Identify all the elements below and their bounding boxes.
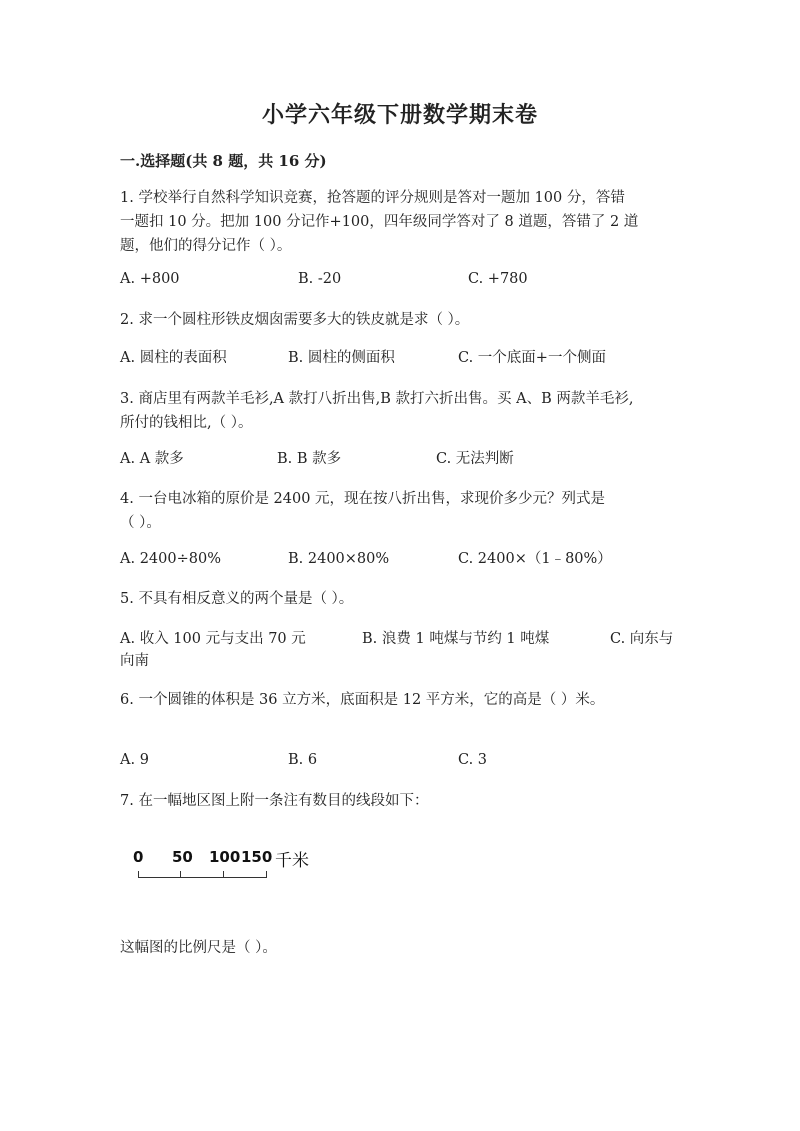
scale-bar-figure xyxy=(133,848,333,888)
option-c: C. 向东与 xyxy=(610,631,674,647)
option-a: A. 2400÷80% xyxy=(120,551,221,567)
question-3-line-2: 所付的钱相比,（ ）。 xyxy=(120,415,253,431)
scale-label-150: 150 xyxy=(241,848,273,866)
option-a: A. 圆柱的表面积 xyxy=(120,350,227,366)
option-c-continued: 向南 xyxy=(120,653,149,669)
scale-line xyxy=(138,877,267,878)
option-a: A. +800 xyxy=(120,271,180,287)
section-heading: 一.选择题(共 8 题，共 16 分) xyxy=(120,152,327,170)
option-c: C. 无法判断 xyxy=(436,451,514,467)
question-4 xyxy=(120,487,680,535)
question-5 xyxy=(120,587,680,611)
option-b: B. 圆柱的侧面积 xyxy=(288,350,395,366)
question-4-line-2: （ ）。 xyxy=(120,515,161,531)
option-a: A. 收入 100 元与支出 70 元 xyxy=(120,631,306,647)
question-5-options xyxy=(120,628,690,672)
scale-tick xyxy=(266,871,267,878)
question-7-line-1: 7. 在一幅地区图上附一条注有数目的线段如下： xyxy=(120,793,429,809)
question-7-followup: 这幅图的比例尺是（ ）。 xyxy=(120,940,277,956)
scale-tick xyxy=(223,871,224,878)
question-7 xyxy=(120,789,680,813)
option-a: A. 9 xyxy=(120,752,149,768)
option-b: B. 2400×80% xyxy=(288,551,390,567)
option-c: C. 2400×（1﹣80%） xyxy=(458,551,612,567)
option-c: C. +780 xyxy=(468,271,528,287)
option-b: B. 6 xyxy=(288,752,318,768)
question-1 xyxy=(120,186,680,258)
question-5-line-1: 5. 不具有相反意义的两个量是（ ）。 xyxy=(120,591,354,607)
question-1-line-1: 1. 学校举行自然科学知识竞赛，抢答题的评分规则是答对一题加 100 分，答错 xyxy=(120,190,625,206)
scale-unit: 千米 xyxy=(275,851,309,871)
question-6 xyxy=(120,688,700,712)
option-b: B. 浪费 1 吨煤与节约 1 吨煤 xyxy=(362,631,550,647)
question-3 xyxy=(120,387,680,435)
question-2-line-1: 2. 求一个圆柱形铁皮烟囱需要多大的铁皮就是求（ ）。 xyxy=(120,312,470,328)
question-1-line-3: 题，他们的得分记作（ ）。 xyxy=(120,238,292,254)
scale-label-100: 100 xyxy=(209,848,241,866)
question-6-line-1: 6. 一个圆锥的体积是 36 立方米，底面积是 12 平方米，它的高是（ ）米。 xyxy=(120,692,605,708)
question-4-line-1: 4. 一台电冰箱的原价是 2400 元，现在按八折出售，求现价多少元？列式是 xyxy=(120,491,606,507)
page-title: 小学六年级下册数学期末卷 xyxy=(261,102,538,128)
scale-tick xyxy=(138,871,139,878)
scale-label-0: 0 xyxy=(133,848,144,866)
question-3-line-1: 3. 商店里有两款羊毛衫,A 款打八折出售,B 款打六折出售。买 A、B 两款羊毛衫, xyxy=(120,391,634,407)
scale-label-50: 50 xyxy=(172,848,193,866)
option-c: C. 一个底面+一个侧面 xyxy=(458,350,606,366)
question-2 xyxy=(120,308,680,332)
scale-tick xyxy=(180,871,181,878)
option-c: C. 3 xyxy=(458,752,488,768)
option-b: B. -20 xyxy=(298,271,342,287)
option-b: B. B 款多 xyxy=(277,451,342,467)
question-1-line-2: 一题扣 10 分。把加 100 分记作+100，四年级同学答对了 8 道题，答错了 2 道 xyxy=(120,214,639,230)
option-a: A. A 款多 xyxy=(120,451,184,467)
